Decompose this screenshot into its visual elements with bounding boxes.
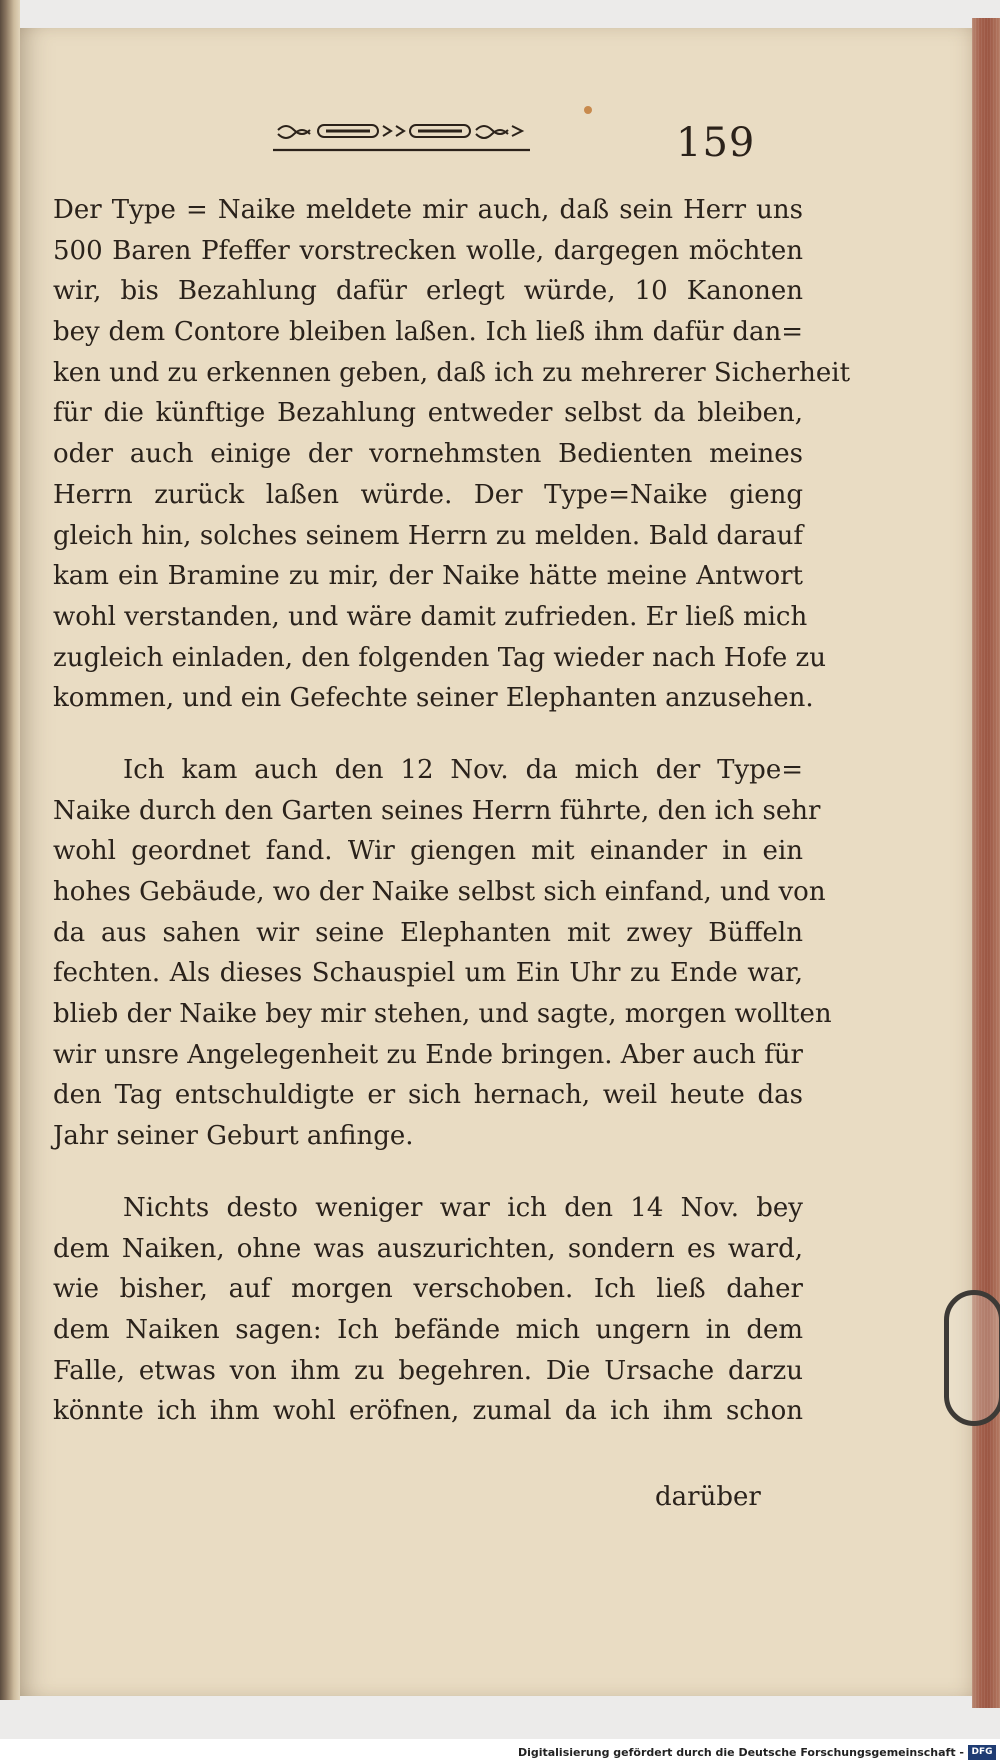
text-line: wir, bis Bezahlung dafür erlegt würde, 10 Kanonen (53, 276, 803, 307)
header-ornament-icon (268, 112, 538, 162)
text-line: könnte ich ihm wohl eröfnen, zumal da ich ihm schon (53, 1396, 803, 1427)
text-line: 500 Baren Pfeffer vorstrecken wolle, dargegen möchten (53, 235, 803, 266)
text-line: kam ein Bramine zu mir, der Naike hätte meine Antwort (53, 561, 803, 592)
text-line: dem Naiken sagen: Ich befände mich ungern in dem (53, 1314, 803, 1345)
text-line: wir unsre Angelegenheit zu Ende bringen. Aber auch für (53, 1039, 803, 1070)
text-line: Der Type = Naike meldete mir auch, daß sein Herr uns (53, 195, 803, 225)
text-line: wohl geordnet fand. Wir giengen mit einander in ein (53, 836, 803, 867)
funding-credit: Digitalisierung gefördert durch die Deutsche Forschungsgemeinschaft - (517, 1746, 964, 1759)
text-line: Ich kam auch den 12 Nov. da mich der Type= (123, 754, 803, 785)
text-line: zugleich einladen, den folgenden Tag wieder nach Hofe zu (53, 642, 826, 673)
footer-bar (0, 1739, 1000, 1763)
ink-spot (584, 106, 592, 114)
catchword: darüber (655, 1482, 761, 1512)
text-line: da aus sahen wir seine Elephanten mit zwey Büffeln (53, 917, 803, 948)
text-line: fechten. Als dieses Schauspiel um Ein Uhr zu Ende war, (53, 958, 803, 989)
body-text (53, 190, 851, 1432)
text-line: kommen, und ein Gefechte seiner Elephanten anzusehen. (53, 683, 814, 714)
paragraph-gap (53, 719, 803, 750)
text-line: wie bisher, auf morgen verschoben. Ich ließ daher (53, 1274, 803, 1305)
text-line: Falle, etwas von ihm zu begehren. Die Ursache darzu (53, 1355, 803, 1386)
paragraph-gap (53, 1157, 803, 1188)
text-line: dem Naiken, ohne was auszurichten, sondern es ward, (53, 1233, 803, 1264)
text-line: blieb der Naike bey mir stehen, und sagte, morgen wollten (53, 999, 832, 1030)
text-line: oder auch einige der vornehmsten Bedienten meines (53, 439, 803, 470)
text-line: Nichts desto weniger war ich den 14 Nov. bey (123, 1192, 803, 1223)
text-line: wohl verstanden, und wäre damit zufrieden. Er ließ mich (53, 601, 808, 632)
text-line: ken und zu erkennen geben, daß ich zu mehrerer Sicherheit (53, 357, 851, 388)
text-line: gleich hin, solches seinem Herrn zu melden. Bald darauf (53, 520, 803, 551)
page-number: 159 (676, 120, 756, 166)
red-page-edge (972, 18, 1000, 1708)
text-line: den Tag entschuldigte er sich hernach, weil heute das (53, 1080, 803, 1111)
text-line: Jahr seiner Geburt anfinge. (53, 1121, 414, 1152)
text-line: für die künftige Bezahlung entweder selbst da bleiben, (53, 398, 803, 429)
binding-clip (944, 1290, 1000, 1426)
text-line: Naike durch den Garten seines Herrn führte, den ich sehr (53, 795, 821, 826)
text-line: Herrn zurück laßen würde. Der Type=Naike gieng (53, 479, 803, 510)
text-line: bey dem Contore bleiben laßen. Ich ließ ihm dafür dan= (53, 317, 803, 348)
left-page-gutter (0, 0, 20, 1700)
text-line: hohes Gebäude, wo der Naike selbst sich einfand, und von (53, 877, 826, 907)
dfg-logo: DFG (968, 1745, 996, 1760)
